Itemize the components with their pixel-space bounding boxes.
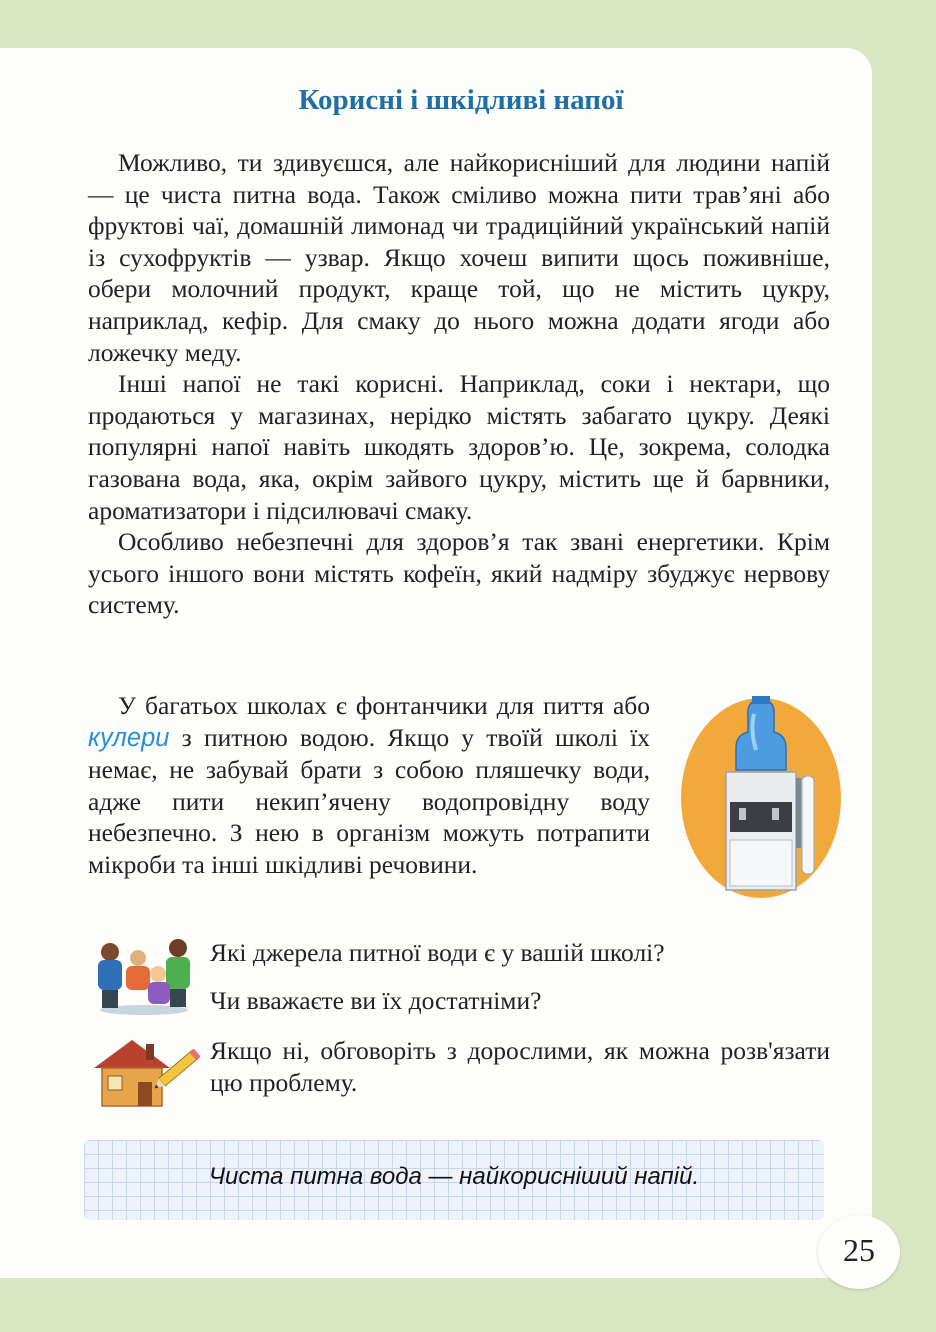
paragraph-1: Можливо, ти здивуєшся, але найкорисніший для людини напій — це чиста питна вода. Також сміливо можна пити трав’яні або фруктові чаї, домашній лимонад чи традиційний український напій із сухофруктів — узвар. Якщо хочеш випити щось поживніше, обери молочний продукт, краще той, що не містить цукру, наприклад, кефір. Для смаку до нього можна додати ягоди або ложечку меду. <box>88 148 830 367</box>
cooler-paragraph <box>88 690 650 881</box>
paragraph-2: Інші напої не такі корисні. Наприклад, соки і нектари, що продаються у магазинах, нерідко містять забагато цукру. Деякі популярні напої навіть шкодять здоров’ю. Це, зокрема, солодка газована вода, яка, окрім зайвого цукру, містить ще й барвники, ароматизатори і підсилювачі смаку. <box>88 369 830 525</box>
main-text <box>88 147 830 621</box>
question-1: Які джерела питної води є у вашій школі? <box>210 938 665 967</box>
cooler-text-before: У багатьох школах є фонтанчики для пиття або <box>118 691 650 720</box>
summary-note: Чиста питна вода — найкорисніший напій. <box>208 1163 700 1190</box>
house-pencil-icon <box>88 1030 200 1110</box>
page-title: Корисні і шкідливі напої <box>298 84 624 116</box>
cooler-text-after: з питною водою. Якщо у твоїй школі їх немає, не забувай брати з собою пляшечку води, адже пити некип’ячену водопровідну воду небезпечно. З нею в організм можуть потрапити мікроби та інші шкідливі речовини. <box>88 722 650 879</box>
water-cooler-illustration <box>676 690 846 900</box>
question-3: Якщо ні, обговоріть з дорослими, як можна розв'язати цю проблему. <box>210 1036 830 1097</box>
page-number: 25 <box>843 1232 875 1268</box>
coolers-term: кулери <box>88 723 170 752</box>
question-2: Чи вважаєте ви їх достатніми? <box>210 986 542 1015</box>
paragraph-3: Особливо небезпечні для здоров’я так звані енергетики. Крім усього іншого вони містять кофеїн, який надміру збуджує нервову систему. <box>88 527 830 620</box>
discussion-group-icon <box>88 930 200 1016</box>
